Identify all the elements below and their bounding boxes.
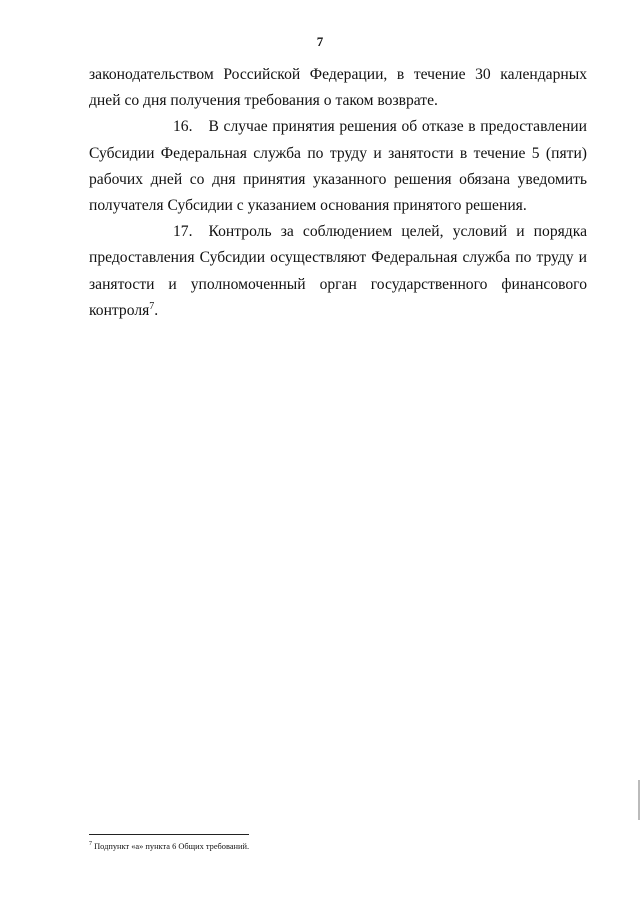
footnote-text: Подпункт «а» пункта 6 Общих требований. (94, 842, 250, 851)
footnote-reference[interactable]: 7 (149, 300, 155, 312)
paragraph-continuation (89, 62, 587, 114)
paragraph-trailing-punctuation: . (154, 301, 159, 319)
paragraph-17 (89, 219, 587, 324)
document-body (89, 62, 587, 324)
footnote-marker: 7 (89, 841, 92, 848)
footnote (89, 841, 249, 852)
paragraph-text: законодательством Российской Федерации, в течение 30 календарных дней со дня получения требования о таком возврате. (89, 66, 587, 110)
page-number: 7 (316, 34, 324, 49)
paragraph-text: В случае принятия решения об отказе в предоставлении Субсидии Федеральная служба по труду и занятости в течение 5 (пяти) рабочих дней со дня принятия указанного решения обязана уведомить получателя Субсидии с указанием основания принятого решения. (89, 118, 587, 215)
paragraph-number: 17. (173, 223, 193, 241)
paragraph-16 (89, 114, 587, 219)
paragraph-text: Контроль за соблюдением целей, условий и порядка предоставления Субсидии осуществляют Федеральная служба по труду и занятости и уполномоченный орган государственного финансового контроля (89, 223, 587, 319)
paragraph-number: 16. (173, 118, 193, 136)
footnote-separator (89, 834, 249, 835)
